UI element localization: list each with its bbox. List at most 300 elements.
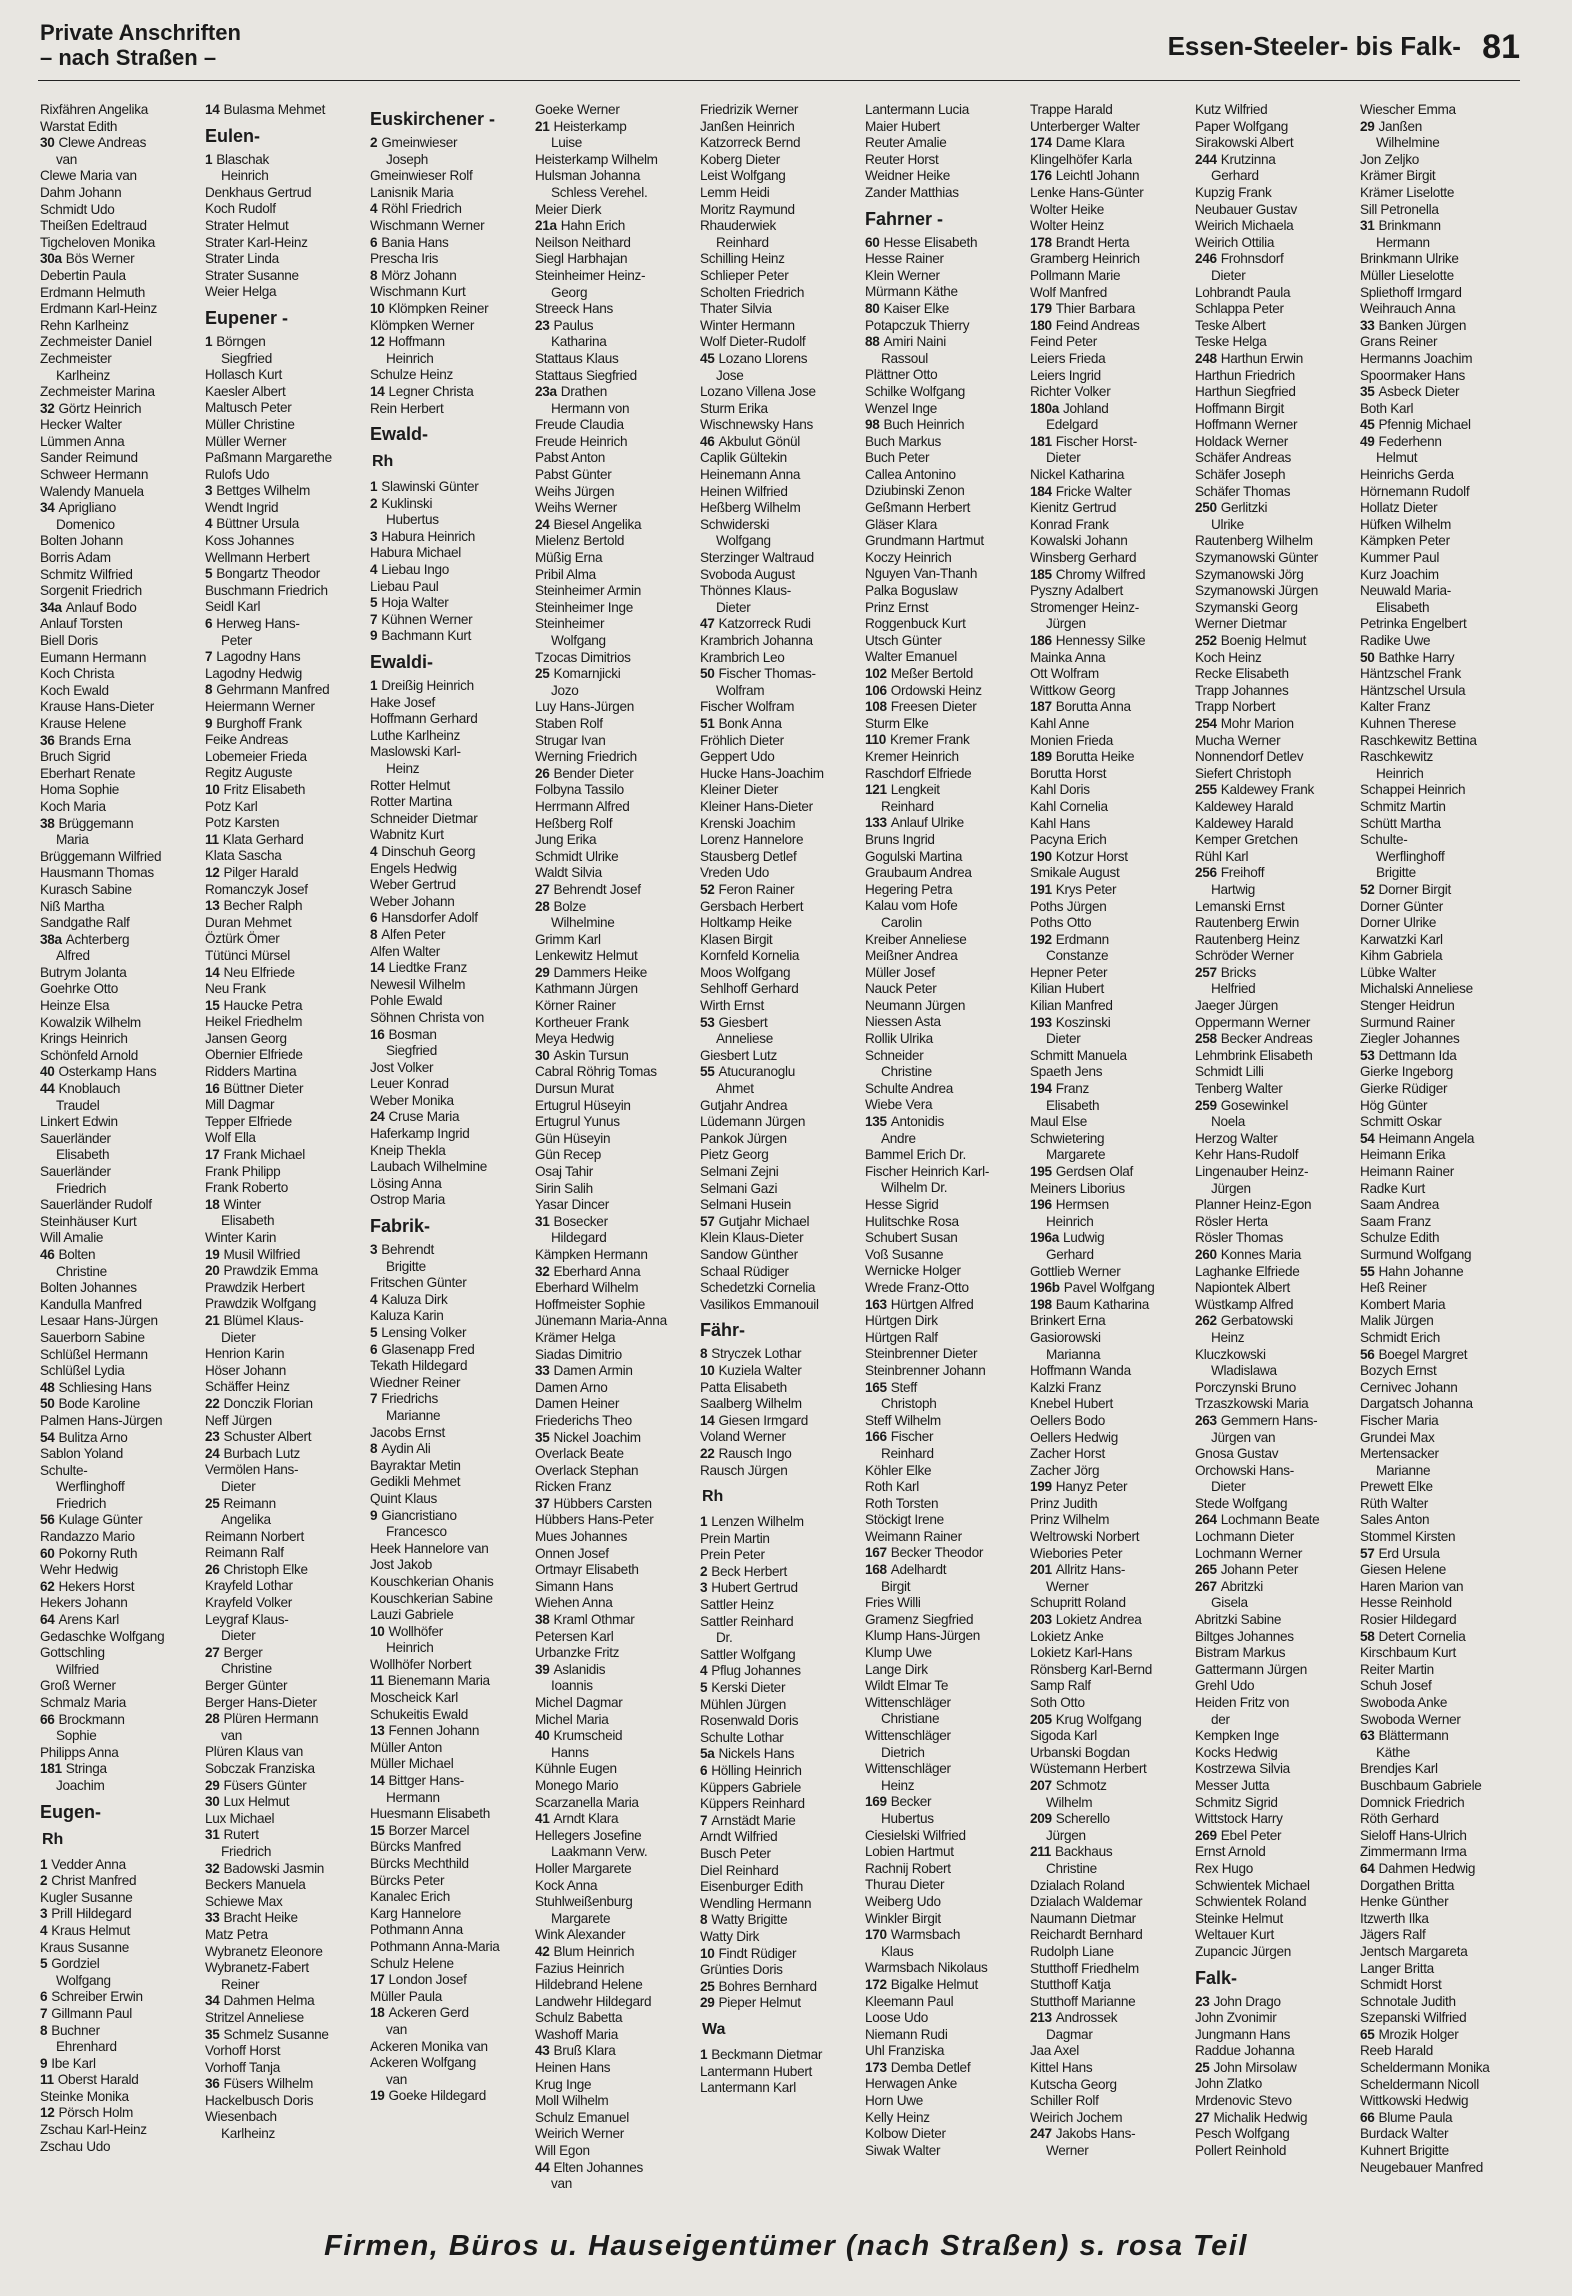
resident-name: Urbanzke Fritz [535, 1645, 620, 1661]
resident-entry [205, 749, 367, 766]
resident-entry [40, 2072, 202, 2089]
resident-entry [1195, 932, 1357, 949]
resident-name: Bigalke Helmut [890, 1976, 979, 1992]
resident-entry [205, 1263, 367, 1280]
resident-name: Anlauf Torsten [40, 616, 123, 632]
resident-name: Köhler Elke [865, 1462, 932, 1478]
resident-entry [1195, 1015, 1357, 1032]
resident-name: Reimann [223, 1495, 276, 1511]
resident-entry [700, 998, 862, 1015]
house-number: 27 [205, 1644, 220, 1660]
resident-entry [1195, 1347, 1357, 1364]
resident-name: Banken Jürgen [1378, 317, 1467, 333]
resident-name: Bozych Ernst [1360, 1363, 1437, 1379]
resident-name: Laghanke Elfriede [1195, 1263, 1300, 1279]
resident-entry [535, 1313, 697, 1330]
resident-name: Burdack Walter [1360, 2126, 1449, 2142]
resident-entry [700, 1614, 862, 1631]
resident-entry [40, 500, 202, 517]
resident-entry [1360, 1728, 1522, 1745]
resident-entry [700, 1446, 862, 1463]
resident-entry [1360, 185, 1522, 202]
resident-name: Watty Brigitte [711, 1912, 788, 1928]
resident-entry [370, 811, 532, 828]
resident-entry [700, 1863, 862, 1880]
resident-entry [1195, 1081, 1357, 1098]
entry-continuation: Werflinghoff [1376, 848, 1445, 864]
resident-entry [205, 981, 367, 998]
house-number: 1 [370, 678, 378, 694]
resident-name: Rautenberg Wilhelm [1195, 533, 1313, 549]
resident-entry [1030, 285, 1192, 302]
resident-entry [370, 1275, 532, 1292]
resident-entry [1030, 218, 1192, 235]
house-number: 23 [535, 317, 550, 333]
resident-name: Erdmann Karl-Heinz [40, 301, 157, 317]
resident-entry [1360, 517, 1522, 534]
resident-name: Wischmann Werner [370, 217, 485, 233]
resident-entry [370, 1773, 532, 1790]
resident-name: Gordziel [51, 1956, 100, 1972]
resident-name: Randazzo Mario [40, 1529, 135, 1545]
resident-name: Pothmann Anna-Maria [370, 1938, 500, 1954]
house-number: 7 [40, 2005, 48, 2021]
resident-entry [1030, 202, 1192, 219]
resident-entry [1360, 1662, 1522, 1679]
resident-entry [370, 479, 532, 496]
resident-name: Yasar Dincer [535, 1197, 609, 1213]
resident-name: Haferkamp Ingrid [370, 1126, 470, 1142]
resident-name: Bruch Sigrid [40, 749, 111, 765]
resident-name: Dorner Günter [1360, 898, 1443, 914]
resident-name: Dahm Johann [40, 184, 122, 200]
house-number: 27 [535, 881, 550, 897]
resident-name: Schwietering [1030, 1130, 1105, 1146]
resident-name: Kittel Hans [1030, 2060, 1093, 2076]
resident-entry [535, 1396, 697, 1413]
resident-name: Tütünci Mürsel [205, 947, 290, 963]
resident-entry [865, 2076, 1027, 2093]
resident-name: Giesbert Lutz [700, 1047, 777, 1063]
resident-entry [370, 1458, 532, 1475]
resident-name: Rautenberg Heinz [1195, 931, 1300, 947]
resident-entry [40, 2122, 202, 2139]
resident-name: Rudolph Liane [1030, 1943, 1114, 1959]
resident-entry [1360, 268, 1522, 285]
resident-entry [370, 1076, 532, 1093]
resident-name: Grimm Karl [535, 931, 601, 947]
resident-entry [1030, 235, 1192, 252]
resident-entry [1195, 1197, 1357, 1214]
resident-entry [1360, 650, 1522, 667]
resident-entry [535, 1363, 697, 1380]
house-number: 26 [535, 765, 550, 781]
resident-entry [1360, 2060, 1522, 2077]
resident-entry [1030, 1595, 1192, 1612]
resident-name: Niemann Rudi [865, 2026, 948, 2042]
resident-name: Antonidis [890, 1114, 945, 1130]
column-8 [1195, 102, 1357, 2212]
resident-entry [535, 1114, 697, 1131]
resident-name: Rühl Karl [1195, 848, 1249, 864]
resident-entry [205, 682, 367, 699]
resident-entry [1195, 334, 1357, 351]
resident-entry [700, 1197, 862, 1214]
resident-name: Hansdorfer Adolf [381, 910, 478, 926]
resident-entry [865, 1297, 1027, 1314]
resident-name: Ostrop Maria [370, 1192, 445, 1208]
resident-name: Thönnes Klaus- [700, 583, 792, 599]
resident-name: Wrede Franz-Otto [865, 1279, 969, 1295]
resident-name: Schulte Lothar [700, 1729, 784, 1745]
resident-name: Fischer [890, 1429, 934, 1445]
resident-name: Krämer Helga [535, 1329, 616, 1345]
resident-entry [700, 434, 862, 451]
resident-name: Steff [890, 1379, 917, 1395]
resident-entry [1360, 699, 1522, 716]
column-6 [865, 102, 1027, 2212]
house-number: 11 [40, 2072, 54, 2088]
resident-name: Klein Werner [865, 267, 940, 283]
house-number: 248 [1195, 350, 1217, 366]
resident-entry [1195, 1562, 1357, 1579]
resident-entry [1030, 1761, 1192, 1778]
resident-entry [1360, 981, 1522, 998]
resident-name: Jung Erika [535, 832, 597, 848]
resident-entry [205, 765, 367, 782]
resident-entry [1360, 567, 1522, 584]
resident-name: Washoff Maria [535, 2026, 618, 2042]
resident-name: Mielenz Bertold [535, 533, 625, 549]
resident-entry [205, 1363, 367, 1380]
house-number: 40 [535, 1728, 550, 1744]
resident-name: Frank Roberto [205, 1180, 288, 1196]
resident-entry [700, 981, 862, 998]
house-number: 1 [700, 2046, 708, 2062]
resident-name: John Zvonimir [1195, 2010, 1277, 2026]
resident-entry [370, 1010, 532, 1027]
resident-name: Theißen Edeltraud [40, 218, 147, 234]
resident-entry [535, 882, 697, 899]
resident-entry [370, 944, 532, 961]
resident-name: Surmund Rainer [1360, 1014, 1455, 1030]
resident-entry [40, 1031, 202, 1048]
resident-name: Sturm Elke [865, 715, 929, 731]
resident-name: Wiehen Anna [535, 1595, 613, 1611]
house-number: 22 [205, 1395, 220, 1411]
resident-name: Klata Gerhard [222, 831, 304, 847]
resident-name: Schwiderski [700, 516, 770, 532]
resident-entry [205, 2010, 367, 2027]
resident-name: Sauerländer Rudolf [40, 1197, 152, 1213]
resident-entry [1030, 1446, 1192, 1463]
resident-entry [865, 301, 1027, 318]
resident-name: Demba Detlef [890, 2059, 971, 2075]
resident-entry [40, 550, 202, 567]
resident-name: Kühnen Werner [381, 611, 473, 627]
resident-name: Bathke Harry [1378, 649, 1455, 665]
resident-name: Schulze Edith [1360, 1230, 1440, 1246]
resident-name: Erdmann [1055, 931, 1109, 947]
house-number: 8 [700, 1346, 708, 1362]
resident-name: Siefert Christoph [1195, 765, 1292, 781]
resident-name: Voland Werner [700, 1429, 786, 1445]
resident-entry [1030, 1396, 1192, 1413]
entry-continuation: der [1211, 1711, 1230, 1727]
resident-name: Sterzinger Waltraud [700, 550, 814, 566]
resident-name: Quint Klaus [370, 1490, 437, 1506]
entry-continuation: Laakmann Verw. [551, 1844, 648, 1860]
resident-name: Kurasch Sabine [40, 881, 132, 897]
resident-entry [535, 2077, 697, 2094]
resident-name: Wybranetz Eleonore [205, 1943, 323, 1959]
resident-name: Rosenwald Doris [700, 1713, 799, 1729]
resident-entry [535, 932, 697, 949]
resident-name: Görtz Heinrich [58, 400, 142, 416]
resident-entry [1360, 1313, 1522, 1330]
resident-name: Saalberg Wilhelm [700, 1396, 802, 1412]
resident-entry [1030, 550, 1192, 567]
resident-name: Bettges Wilhelm [216, 483, 310, 499]
resident-name: Krambrich Johanna [700, 633, 813, 648]
resident-name: Knebel Hubert [1030, 1396, 1114, 1412]
resident-name: Rausch Ingo [718, 1445, 792, 1461]
header-title: Essen-Steeler- bis Falk- [1167, 31, 1461, 61]
resident-name: Heikel Friedhelm [205, 1014, 303, 1030]
house-number: 15 [205, 997, 220, 1013]
resident-entry [1360, 1911, 1522, 1928]
resident-entry [1360, 733, 1522, 750]
resident-entry [700, 318, 862, 335]
resident-name: Dettmann Ida [1378, 1047, 1457, 1063]
resident-entry [1195, 567, 1357, 584]
resident-name: Boegel Margret [1378, 1346, 1468, 1362]
house-number: 5 [40, 1956, 48, 1972]
resident-entry [865, 566, 1027, 583]
resident-entry [1195, 185, 1357, 202]
resident-name: Gierke Rüdiger [1360, 1081, 1448, 1097]
resident-name: Svoboda August [700, 566, 795, 582]
resident-entry [700, 1763, 862, 1780]
house-number: 6 [370, 1341, 378, 1357]
resident-name: Kempken Inge [1195, 1728, 1280, 1744]
entry-continuation: Ulrike [1211, 516, 1244, 532]
resident-entry [535, 434, 697, 451]
house-number: 31 [205, 1827, 220, 1843]
resident-name: Prinz Wilhelm [1030, 1512, 1110, 1528]
resident-entry [700, 882, 862, 899]
resident-entry [370, 1823, 532, 1840]
resident-name: Akbulut Gönül [718, 433, 801, 449]
resident-entry [1030, 1264, 1192, 1281]
resident-name: Gerdsen Olaf [1055, 1164, 1134, 1179]
resident-entry [1195, 500, 1357, 517]
resident-entry [1195, 782, 1357, 799]
resident-name: Kombert Maria [1360, 1296, 1446, 1312]
resident-entry [370, 1690, 532, 1707]
resident-entry [1030, 168, 1192, 185]
entry-continuation: Brigitte [386, 1258, 426, 1274]
resident-entry [700, 1713, 862, 1730]
entry-continuation: Christine [881, 1064, 932, 1080]
resident-entry [865, 417, 1027, 434]
resident-entry [1030, 2110, 1192, 2127]
resident-entry [700, 1647, 862, 1664]
entry-continuation: Reiner [221, 1976, 260, 1992]
resident-name: Lösing Anna [370, 1175, 442, 1191]
resident-entry [1360, 1181, 1522, 1198]
resident-name: Loose Udo [865, 2010, 929, 2026]
resident-entry [535, 1131, 697, 1148]
house-number: 133 [865, 815, 887, 831]
resident-name: Raschkewitz Bettina [1360, 732, 1477, 748]
resident-name: Szymanowski Jürgen [1195, 583, 1319, 599]
resident-entry [40, 998, 202, 1015]
house-number: 20 [205, 1263, 220, 1279]
entry-continuation: Jürgen [1046, 1827, 1086, 1843]
resident-entry [1030, 1463, 1192, 1480]
resident-entry [700, 2080, 862, 2097]
resident-entry [1360, 1579, 1522, 1596]
resident-entry [535, 2126, 697, 2143]
resident-name: Krayfeld Lothar [205, 1578, 293, 1594]
resident-name: Debertin Paula [40, 267, 126, 283]
house-number: 180 [1030, 317, 1052, 333]
resident-name: Zechmeister Daniel [40, 334, 152, 350]
resident-name: Bruns Ingrid [865, 831, 935, 847]
resident-name: Heisterkamp [553, 118, 627, 134]
resident-name: Weber Johann [370, 893, 455, 909]
resident-name: Schmidt Udo [40, 201, 115, 217]
resident-entry [1030, 733, 1192, 750]
resident-name: Slawinski Günter [381, 479, 479, 495]
resident-name: Hög Günter [1360, 1097, 1428, 1113]
entry-continuation: Luise [551, 135, 582, 151]
resident-entry [700, 2064, 862, 2081]
resident-name: Jacobs Ernst [370, 1424, 445, 1440]
resident-entry [205, 1413, 367, 1430]
resident-entry [535, 1861, 697, 1878]
resident-entry [1360, 500, 1522, 517]
resident-entry [370, 235, 532, 252]
resident-entry [1030, 666, 1192, 683]
resident-entry [205, 2109, 367, 2126]
resident-name: Blum Heinrich [553, 1943, 635, 1959]
resident-entry [700, 1597, 862, 1614]
resident-name: Grans Reiner [1360, 334, 1438, 350]
resident-name: Herwagen Anke [865, 2076, 958, 2092]
resident-entry [1360, 1811, 1522, 1828]
resident-entry [535, 1662, 697, 1679]
resident-entry [700, 1813, 862, 1830]
house-number: 44 [535, 2159, 550, 2175]
resident-name: Brinkmann [1378, 218, 1441, 234]
resident-name: Blaschak [216, 151, 270, 167]
resident-name: Kahl Anne [1030, 715, 1090, 731]
resident-entry [1030, 650, 1192, 667]
resident-entry [1195, 1761, 1357, 1778]
house-number: 7 [370, 1391, 378, 1407]
resident-name: Niessen Asta [865, 1014, 941, 1030]
house-number: 24 [370, 1109, 385, 1125]
resident-name: Naumann Dietmar [1030, 1910, 1136, 1926]
resident-name: Rausch Jürgen [700, 1462, 788, 1478]
resident-name: Moritz Raymund [700, 201, 795, 217]
house-number: 56 [40, 1512, 55, 1528]
resident-name: Fazius Heinrich [535, 1960, 625, 1976]
resident-entry [700, 185, 862, 202]
resident-entry [700, 1164, 862, 1181]
resident-entry [700, 1946, 862, 1963]
entry-continuation: Helfried [1211, 981, 1256, 997]
resident-entry [370, 877, 532, 894]
resident-name: Weimann Rainer [865, 1528, 962, 1544]
house-number: 250 [1195, 500, 1217, 516]
resident-name: Lantermann Hubert [700, 2063, 813, 2079]
resident-name: Winkler Birgit [865, 1910, 941, 1926]
resident-name: Thater Silvia [700, 301, 772, 317]
resident-name: Kalau vom Hofe [865, 898, 958, 914]
resident-entry [700, 1912, 862, 1929]
resident-entry [1195, 368, 1357, 385]
resident-name: Bricks [1220, 964, 1256, 980]
resident-name: Cruse Maria [388, 1109, 460, 1125]
resident-entry [700, 285, 862, 302]
resident-entry [370, 1491, 532, 1508]
resident-entry [1030, 749, 1192, 766]
resident-entry [370, 1093, 532, 1110]
resident-name: Busch Peter [700, 1845, 771, 1861]
resident-entry [1030, 1280, 1192, 1297]
resident-name: Heimann Rainer [1360, 1164, 1455, 1179]
resident-name: Clewe Andreas [58, 135, 147, 151]
resident-name: Lorenz Hannelore [700, 832, 804, 848]
resident-entry [1030, 799, 1192, 816]
resident-name: Luy Hans-Jürgen [535, 699, 635, 715]
resident-name: Konnes Maria [1220, 1246, 1302, 1262]
resident-name: Kreiber Anneliese [865, 931, 967, 947]
entry-continuation: Siegfried [221, 350, 272, 366]
entry-continuation: Dieter [221, 1478, 256, 1494]
resident-name: Damen Heiner [535, 1396, 620, 1412]
entry-continuation: Heinrich [1046, 1213, 1094, 1229]
resident-entry [535, 1147, 697, 1164]
resident-name: Prein Peter [700, 1547, 765, 1563]
resident-name: Kaiser Elke [883, 300, 949, 316]
resident-entry [700, 567, 862, 584]
resident-name: Spaeth Jens [1030, 1064, 1103, 1080]
resident-entry [1195, 1994, 1357, 2011]
resident-name: Kilian Hubert [1030, 981, 1104, 997]
resident-entry [1030, 1081, 1192, 1098]
resident-entry [535, 1695, 697, 1712]
resident-name: Elten Johannes [553, 2159, 644, 2175]
resident-entry [1030, 301, 1192, 318]
resident-name: Duran Mehmet [205, 914, 292, 930]
resident-name: Mrdenovic Stevo [1195, 2093, 1292, 2109]
resident-name: Leiers Frieda [1030, 350, 1106, 366]
resident-name: Reeb Harald [1360, 2043, 1434, 2059]
resident-entry [1360, 218, 1522, 235]
house-number: 194 [1030, 1081, 1052, 1097]
resident-name: Schlappa Peter [1195, 301, 1284, 317]
resident-entry [700, 716, 862, 733]
resident-name: Gosewinkel [1220, 1097, 1289, 1113]
resident-entry [40, 102, 202, 119]
entry-continuation: Reinhard [716, 234, 769, 250]
resident-name: Berger Hans-Dieter [205, 1694, 317, 1710]
resident-entry [535, 749, 697, 766]
